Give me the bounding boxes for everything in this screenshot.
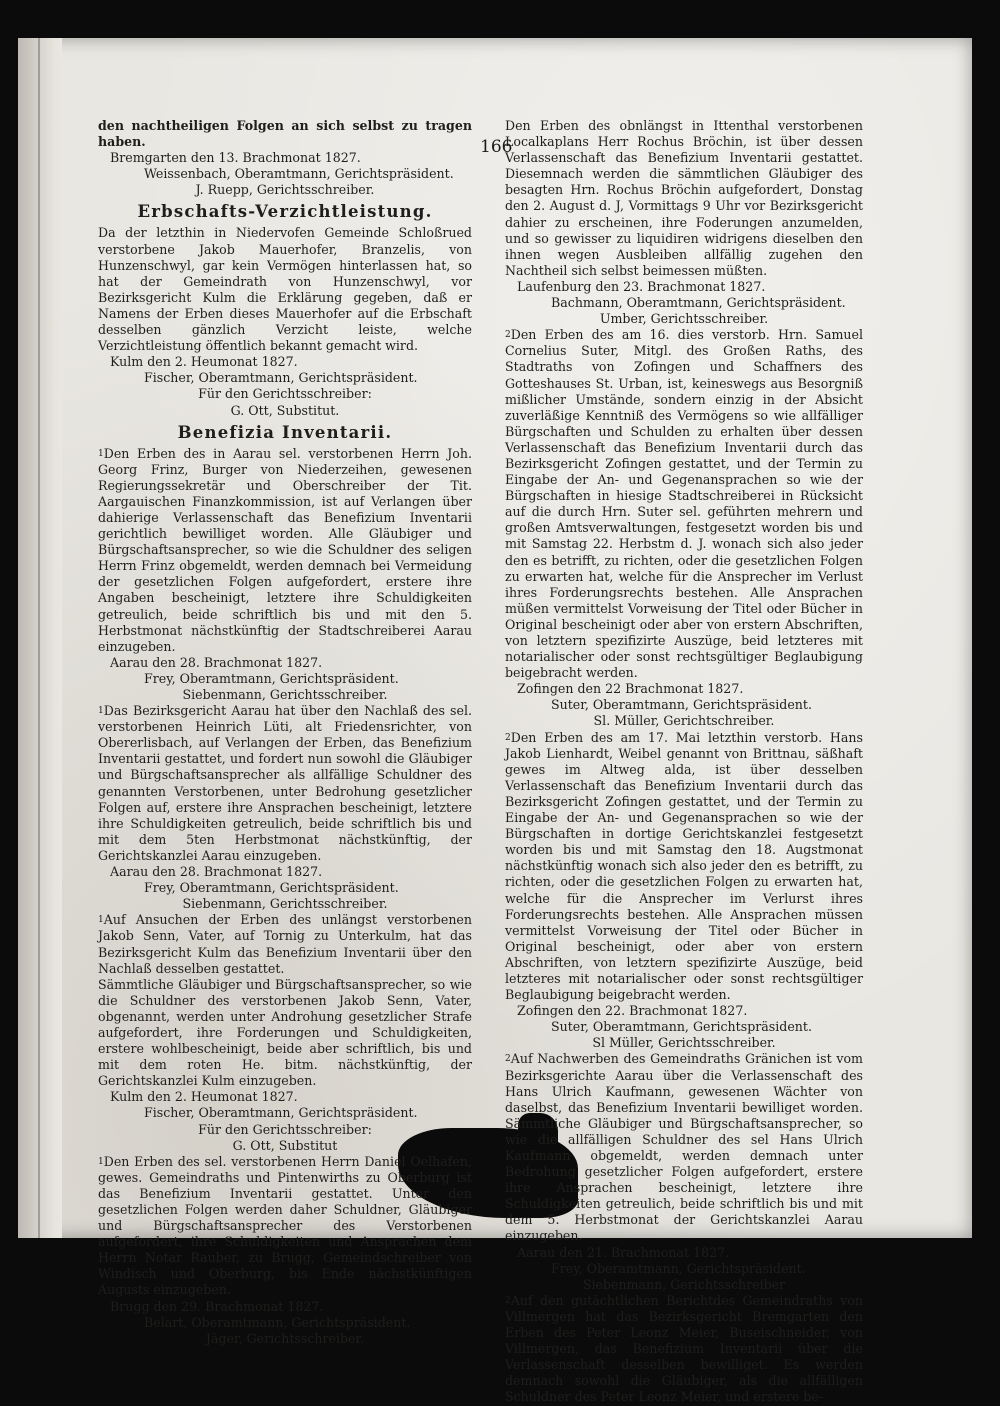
notice-signature: Frey, Oberamtmann, Gerichtspräsident. [144, 670, 399, 686]
notice-body: Den Erben des am 17. Mai letzthin verstorb. Hans Jakob Lienhardt, Weibel genannt von Brittnau, säßhaft gewes im Altweg alda, ist über desselben Verlassenschaft das Benefizium Inventarii durch das Bezirksgericht Zofingen gestattet, und der Termin zu Eingabe der An- und Gegenansprachen so wie der Bürgschaften in dortige Gerichtskanzlei festgesetzt worden bis und mit Samstag den 18. Augstmonat nächstkünftig wonach sich also jeder den es betrifft, zu richten, oder die gesetzlichen Folgen zu erwarten hat, welche für die Ansprecher im Verlurst ihres Forderungsrechts bestehen. Alle Ansprachen müssen vermittelst Vorweisung der Titel oder Bücher in Original bescheinigt, oder aber von erstern Abschriften, von letztern spezifizirte Auszüge, beid letzteres mit notarialischer oder sonst rechtsgültiger Beglaubigung beigebracht werden. [505, 729, 863, 1003]
notice-signature: Belart, Oberamtmann, Gerichtspräsident. [144, 1314, 411, 1330]
notice-marker: 2 [505, 330, 511, 341]
notice-text [98, 703, 472, 864]
notice-text [505, 730, 863, 1004]
page-fold-line [38, 38, 40, 1238]
notice-body: Auf den gutächtlichen Berichtdes Gemeindraths von Villmergen hat das Bezirksgericht Bremgarten den Erben des Peter Leonz Meier, Buseischneider, von Villmergen, das Benefizium Inventarii über die Verlassenschaft desselben bewilliget. Es werden demnach sowohl die Gläubiger, als die allfälligen Schuldner des Peter Leonz Meier, und erstere be- [505, 1292, 863, 1405]
section-heading-verzicht: Erbschafts-Verzichtleistung. [137, 202, 433, 222]
notice-signature: Suter, Oberamtmann, Gerichtspräsident. [551, 697, 812, 713]
notice-signature: Für den Gerichtsschreiber: [198, 386, 372, 402]
notice-signature: Fischer, Oberamtmann, Gerichtspräsident. [144, 370, 418, 386]
notice-signature: Siebenmann, Gerichtsschreiber. [182, 687, 388, 702]
page-binding-edge [18, 38, 62, 1238]
notice-body: Auf Ansuchen der Erben des unlängst verstorbenen Jakob Senn, Vater, auf Tornig zu Unterkulm, hat das Bezirksgericht Kulm das Benefizium Inventarii über den Nachlaß desselben gestattet. [98, 912, 472, 976]
notice-signature: Siebenmann, Gerichtsschreiber [582, 1276, 786, 1292]
notice-signature: Für den Gerichtsschreiber: [198, 1121, 372, 1137]
left-column [98, 118, 472, 1347]
notice-text: Da der letzthin in Niedervofen Gemeinde Schloßrued verstorbene Jakob Mauerhofer, Branzelis, von Hunzenschwyl, gar kein Vermögen hinterlassen hat, so hat der Gemeindrath von Hunzenschwyl, vor Bezirksgericht Kulm die Erklärung gegeben, daß er Namens der Erben dieses Mauerhofer auf die Erbschaft desselben gänzlich Verzicht leiste, welche Verzichtleistung öffentlich bekannt gemacht wird. [98, 225, 472, 354]
notice-date: Aarau den 21. Brachmonat 1827. [517, 1244, 730, 1260]
opening-line: den nachtheiligen Folgen an sich selbst zu tragen haben. [98, 118, 472, 150]
notice-date: Laufenburg den 23. Brachmonat 1827. [517, 278, 766, 294]
notice-marker: 1 [98, 448, 104, 459]
page-number: 166 [480, 137, 513, 157]
notice-body: Den Erben des am 16. dies verstorb. Hrn. Samuel Cornelius Suter, Mitgl. des Großen Raths, des Stadtraths von Zofingen und Schaffners des Gotteshauses St. Urban, ist, keineswegs aus Besorgniß mißlicher Umstände, sondern einzig in der Absicht zuverläßige Kenntniß des Vermögens so wie allfälliger Bürgschaften und Schulden zu erhalten über dessen Verlassenschaft das Benefizium Inventarii durch das Bezirksgericht Zofingen gestattet, und der Termin zu Eingabe der An- und Gegenansprachen so wie der Bürgschaften in hiesige Stadtschreiberei in Rücksicht auf die durch Hrn. Suter sel. geführten mehrern und großen Amtsverwaltungen, festgesetzt worden bis und mit Samstag 22. Herbstm d. J. wonach sich also jeder den es betrifft, zu richten, oder die gesetzlichen Folgen zu erwarten hat, welche für die Ansprecher im Verlust ihres Forderungsrechts bestehen. Alle Ansprachen müßen vermittelst Vorweisung der Titel oder Bücher in Original bescheinigt oder aber von erstern Abschriften, von letztern spezifizirte Auszüge, beid letzteres mit notarialischer oder sonst rechtsgültiger Beglaubigung beigebracht werden. [505, 327, 863, 681]
notice-signature: Suter, Oberamtmann, Gerichtspräsident. [551, 1019, 812, 1035]
notice-signature: Sl Müller, Gerichtsschreiber. [592, 1035, 776, 1051]
notice-signature: Bachmann, Oberamtmann, Gerichtspräsident. [551, 295, 846, 311]
notice-text: Den Erben des obnlängst in Ittenthal verstorbenen Localkaplans Herr Rochus Bröchin, ist über dessen Verlassenschaft das Benefizium Inventarii gestattet. Diesemnach werden die sämmtlichen Gläubiger des besagten Hrn. Rochus Bröchin aufgefordert, Donstag den 2. August d. J, Vormittags 9 Uhr vor Bezirksgericht dahier zu erscheinen, ihre Foderungen anzumelden, und so gewisser zu liquidiren widrigens dieselben den ihnen wegen Ausbleiben allfällig zugehen den Nachtheil sich selbst beimessen müßten. [505, 118, 863, 278]
notice-text [98, 1154, 472, 1299]
notice-text [98, 446, 472, 655]
notice-marker: 2 [505, 1054, 511, 1065]
notice-marker: 2 [505, 732, 511, 743]
notice-signature: G. Ott, Substitut [232, 1137, 338, 1153]
notice-signature: Frey, Oberamtmann, Gerichtspräsident. [144, 880, 399, 896]
notice-date: Zofingen den 22 Brachmonat 1827. [517, 681, 744, 697]
right-column [505, 118, 863, 1406]
notice-body: Den Erben des sel. verstorbenen Herrn Daniel Oelhafen, gewes. Gemeindraths und Pintenwirths zu Oberburg ist das Benefizium Inventarii gestattet. Unter den gesetzlichen Folgen werden daher Schuldner, Gläubiger und Bürgschaftsansprecher des Verstorbenen aufgefordert, ihre Schuldigkeiten und Ansprachen dem Herrn Notar Rauber, zu Brugg, Gemeindschreiber von Windisch und Oberburg, bis Ende nächstkünftigen Augusts einzugeben. [98, 1153, 472, 1298]
notice-signature: Umber, Gerichtsschreiber. [599, 311, 769, 327]
notice-text: Sämmtliche Gläubiger und Bürgschaftsansprecher, so wie die Schuldner des verstorbenen Jakob Senn, Vater, obgenannt, werden unter Androhung gesetzlicher Strafe aufgefordert, ihre Forderungen und Schuldigkeiten, erstere wohlbescheinigt, beide aber schriftlich, bis und mit dem roten He. bitm. nächstkünftig, der Gerichtskanzlei Kulm einzugeben. [98, 976, 472, 1089]
notice-date: Kulm den 2. Heumonat 1827. [110, 1089, 298, 1105]
opening-signature: J. Ruepp, Gerichtsschreiber. [195, 182, 375, 198]
notice-marker: 1 [98, 706, 104, 717]
notice-text [505, 1051, 863, 1244]
notice-marker: 1 [98, 915, 104, 926]
notice-signature: Siebenmann, Gerichtsschreiber. [182, 896, 388, 912]
opening-date: Bremgarten den 13. Brachmonat 1827. [110, 150, 361, 166]
notice-text [505, 327, 863, 681]
notice-marker: 2 [505, 1295, 511, 1306]
notice-body: Den Erben des in Aarau sel. verstorbenen Herrn Joh. Georg Frinz, Burger von Niederzeihen, gewesenen Regierungssekretär und Oberschreiber der Tit. Aargauischen Finanzkommission, ist auf Verlangen über dahierige Verlassenschaft das Benefizium Inventarii gerichtlich bewilliget worden. Alle Gläubiger und Bürgschaftsansprecher, so wie die Schuldner des seligen Herrn Frinz obgemeldt, werden demnach bei Vermeidung der gesetzlichen Folgen aufgefordert, erstere ihre Angaben bescheinigt, letztere ihre Schuldigkeiten getreulich, beide schriftlich bis und mit den 5. Herbstmonat nächstkünftig der Stadtschreiberei Aarau einzugeben. [98, 445, 472, 654]
notice-marker: 1 [98, 1156, 104, 1167]
notice-signature: G. Ott, Substitut. [230, 402, 340, 418]
notice-body: Auf Nachwerben des Gemeindraths Gränichen ist vom Bezirksgerichte Aarau über die Verlassenschaft des Hans Ulrich Kaufmann, gewesenen Wächter von daselbst, das Benefizium Inventarii bewilliget worden. Sämmtliche Gläubiger und Bürgschaftsansprecher, so wie die allfälligen Schuldner des sel Hans Ulrich Kaufmann obgemeldt, werden demnach unter Bedrohung gesetzlicher Folgen aufgefordert, erstere ihre Ansprachen bescheinigt, letztere ihre Schuldigkeiten getreulich, beide schriftlich bis und mit dem 5. Herbstmonat der Gerichtskanzlei Aarau einzugeben. [505, 1051, 863, 1244]
opening-signature: Weissenbach, Oberamtmann, Gerichtspräsident. [144, 166, 454, 182]
notice-signature: Jäger, Gerichtsschreiber. [205, 1330, 365, 1346]
notice-date: Brugg den 29. Brachmonat 1827. [110, 1298, 324, 1314]
notice-text [505, 1293, 863, 1406]
notice-date: Aarau den 28. Brachmonat 1827. [110, 654, 323, 670]
section-heading-benefizia: Benefizia Inventarii. [177, 422, 393, 442]
notice-signature: Fischer, Oberamtmann, Gerichtspräsident. [144, 1105, 418, 1121]
notice-text [98, 912, 472, 976]
notice-signature: Frey, Oberamtmann, Gerichtspräsident. [551, 1260, 806, 1276]
notice-date: Kulm den 2. Heumonat 1827. [110, 354, 298, 370]
notice-date: Zofingen den 22. Brachmonat 1827. [517, 1003, 748, 1019]
notice-body: Das Bezirksgericht Aarau hat über den Nachlaß des sel. verstorbenen Heinrich Lüti, alt Friedensrichter, von Obererlisbach, auf Verlangen der Erben, das Benefizium Inventarii gestattet, und fordert nun sowohl die Gläubiger und Bürgschaftsansprecher als allfällige Schuldner des genannten Verstorbenen, unter Bedrohung gesetzlicher Folgen auf, erstere ihre Ansprachen bescheinigt, letztere ihre Schuldigkeiten getreulich, beide schriftlich bis und mit dem 5ten Herbstmonat nächstkünftig, der Gerichtskanzlei Aarau einzugeben. [98, 703, 472, 863]
notice-date: Aarau den 28. Brachmonat 1827. [110, 864, 323, 880]
notice-signature: Sl. Müller, Gerichtschreiber. [593, 713, 775, 729]
